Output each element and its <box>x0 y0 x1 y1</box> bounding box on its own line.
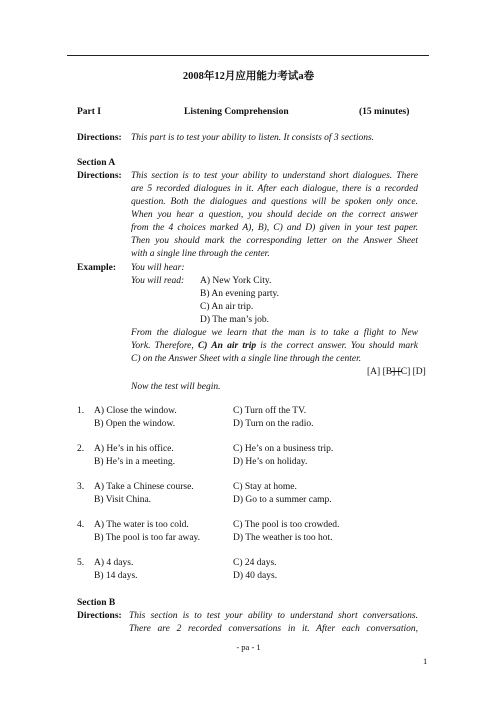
section-a-directions <box>131 170 418 261</box>
section-a-heading: Section A <box>77 158 116 168</box>
option-a: A) Close the window. <box>94 406 177 416</box>
option-d: D) He’s on holiday. <box>233 457 308 467</box>
option-b: B) 14 days. <box>94 571 138 581</box>
example-answer: C) An air trip <box>197 341 257 351</box>
section-a-directions-label: Directions: <box>77 171 122 181</box>
option-b: B) He’s in a meeting. <box>94 457 175 467</box>
answer-marks: [A] [B] [C] [D] <box>367 367 426 377</box>
section-b-directions-label: Directions: <box>77 611 122 621</box>
option-a: A) Take a Chinese course. <box>94 482 194 492</box>
part-label: Part I <box>77 107 102 117</box>
page-number: 1 <box>423 656 428 666</box>
option-a: A) The water is too cold. <box>94 520 189 530</box>
option-b: B) The pool is too far away. <box>94 533 201 543</box>
option-d: D) Turn on the radio. <box>233 419 314 429</box>
example-option: B) An evening party. <box>200 289 280 299</box>
option-c: C) Turn off the TV. <box>233 406 307 416</box>
dir-line: This section is to test your ability to understand short conversations. <box>129 611 418 621</box>
option-d: D) Go to a summer camp. <box>233 495 332 505</box>
option-a: A) He’s in his office. <box>94 444 174 454</box>
example-hear: You will hear: <box>131 263 185 273</box>
option-a: A) 4 days. <box>94 558 134 568</box>
section-b-heading: Section B <box>77 598 116 608</box>
directions-label: Directions: <box>77 133 122 143</box>
answer-strike-c <box>391 371 402 372</box>
part-name: Listening Comprehension <box>184 107 289 117</box>
option-c: C) The pool is too crowded. <box>233 520 340 530</box>
example-option: A) New York City. <box>200 276 272 286</box>
question-number: 3. <box>77 482 85 492</box>
example-read: You will read: <box>131 276 185 286</box>
question-number: 4. <box>77 520 85 530</box>
dir-line: question. Both the dialogues and questions will be spoken only once. <box>131 197 418 207</box>
option-c: C) He’s on a business trip. <box>233 444 334 454</box>
dir-line: There are 2 recorded conversations in it. After each conversation, <box>129 624 418 634</box>
option-c: C) 24 days. <box>233 558 277 568</box>
question-number: 5. <box>77 558 85 568</box>
dir-line: are 5 recorded dialogues in it. After each dialogue, there is a recorded <box>131 184 418 194</box>
dir-line: This section is to test your ability to understand short dialogues. There <box>131 171 418 181</box>
section-b-directions <box>129 610 418 636</box>
page-footer: - pa - 1 <box>236 642 261 652</box>
dir-line: from the 4 choices marked A), B), C) and D) given in your test paper. <box>131 223 418 233</box>
question-number: 2. <box>77 444 85 454</box>
example-option: C) An air trip. <box>200 302 254 312</box>
question-number: 1. <box>77 406 85 416</box>
header-rule <box>67 55 429 56</box>
part-time: (15 minutes) <box>359 107 410 117</box>
example-label: Example: <box>77 263 117 273</box>
example-option: D) The man’s job. <box>200 315 269 325</box>
dir-line: Then you should mark the corresponding letter on the Answer Sheet <box>131 236 418 246</box>
dir-line: with a single line through the center. <box>131 249 270 259</box>
option-b: B) Open the window. <box>94 419 176 429</box>
explain-line: York. Therefore, C) An air trip is the correct answer. You should mark <box>131 341 418 351</box>
test-begin: Now the test will begin. <box>131 382 221 392</box>
directions-text: This part is to test your ability to listen. It consists of 3 sections. <box>131 133 375 143</box>
dir-line: When you hear a question, you should decide on the correct answer <box>131 210 418 220</box>
explain-line: C) on the Answer Sheet with a single line through the center. <box>131 354 362 364</box>
option-d: D) 40 days. <box>233 571 278 581</box>
option-c: C) Stay at home. <box>233 482 297 492</box>
example-explanation <box>131 327 418 366</box>
option-b: B) Visit China. <box>94 495 152 505</box>
page-title: 2008年12月应用能力考试a卷 <box>182 71 315 82</box>
explain-line: From the dialogue we learn that the man is to take a flight to New <box>131 328 418 338</box>
option-d: D) The weather is too hot. <box>233 533 333 543</box>
